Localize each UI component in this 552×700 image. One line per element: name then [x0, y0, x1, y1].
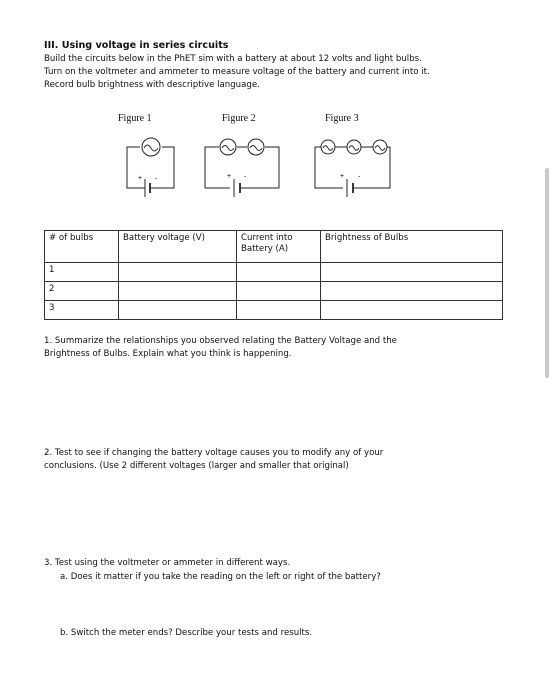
- header-num-bulbs: # of bulbs: [45, 231, 119, 263]
- battery-minus-sign: -: [155, 176, 158, 183]
- row-2-voltage-cell[interactable]: [119, 282, 237, 301]
- figure-2-circuit-diagram: [200, 130, 290, 210]
- question-3a: a. Does it matter if you take the reading on the left or right of the battery?: [60, 572, 381, 582]
- row-2-bulbs: 2: [45, 282, 119, 301]
- header-battery-voltage: [119, 231, 237, 263]
- row-2-current-cell[interactable]: [237, 282, 321, 301]
- table-row: [45, 301, 503, 320]
- question-3-intro: 3. Test using the voltmeter or ammeter in different ways.: [44, 558, 291, 568]
- battery-plus-sign: +: [138, 175, 143, 182]
- header-current: [237, 231, 321, 263]
- vertical-scrollbar[interactable]: [545, 168, 549, 378]
- row-2-brightness-cell[interactable]: [321, 282, 503, 301]
- table-header-row: [45, 231, 503, 263]
- battery-plus-sign: +: [227, 173, 232, 180]
- intro-line-3: Record bulb brightness with descriptive language.: [44, 80, 260, 90]
- header-current-text: Current into Battery (A): [241, 233, 293, 254]
- figure-1-circuit-diagram: [115, 130, 195, 210]
- figure-3-label: Figure 3: [325, 113, 359, 124]
- row-3-bulbs: 3: [45, 301, 119, 320]
- table-row: [45, 282, 503, 301]
- row-1-brightness-cell[interactable]: [321, 263, 503, 282]
- intro-line-1: Build the circuits below in the PhET sim with a battery at about 12 volts and light bulbs.: [44, 54, 422, 64]
- data-table: [44, 230, 503, 320]
- question-3b: b. Switch the meter ends? Describe your tests and results.: [60, 628, 313, 638]
- row-1-bulbs: 1: [45, 263, 119, 282]
- figure-2-label: Figure 2: [222, 113, 256, 124]
- battery-minus-sign: -: [244, 174, 247, 181]
- table-row: [45, 263, 503, 282]
- figure-3-circuit-diagram: [310, 130, 400, 210]
- row-3-current-cell[interactable]: [237, 301, 321, 320]
- row-3-brightness-cell[interactable]: [321, 301, 503, 320]
- row-1-voltage-cell[interactable]: [119, 263, 237, 282]
- header-brightness: Brightness of Bulbs: [321, 231, 503, 263]
- question-2-line-1: 2. Test to see if changing the battery voltage causes you to modify any of your: [44, 448, 384, 458]
- question-2-line-2: conclusions. (Use 2 different voltages (larger and smaller that original): [44, 461, 349, 471]
- question-1-line-2: Brightness of Bulbs. Explain what you think is happening.: [44, 349, 292, 359]
- figure-1-label: Figure 1: [118, 113, 152, 124]
- header-battery-voltage-text: Battery voltage (V): [123, 233, 205, 243]
- battery-plus-sign: +: [340, 173, 345, 180]
- question-1-line-1: 1. Summarize the relationships you observed relating the Battery Voltage and the: [44, 336, 397, 346]
- row-1-current-cell[interactable]: [237, 263, 321, 282]
- intro-line-2: Turn on the voltmeter and ammeter to measure voltage of the battery and current into it.: [44, 67, 430, 77]
- row-3-voltage-cell[interactable]: [119, 301, 237, 320]
- section-title: III. Using voltage in series circuits: [44, 40, 229, 51]
- battery-minus-sign: -: [358, 174, 361, 181]
